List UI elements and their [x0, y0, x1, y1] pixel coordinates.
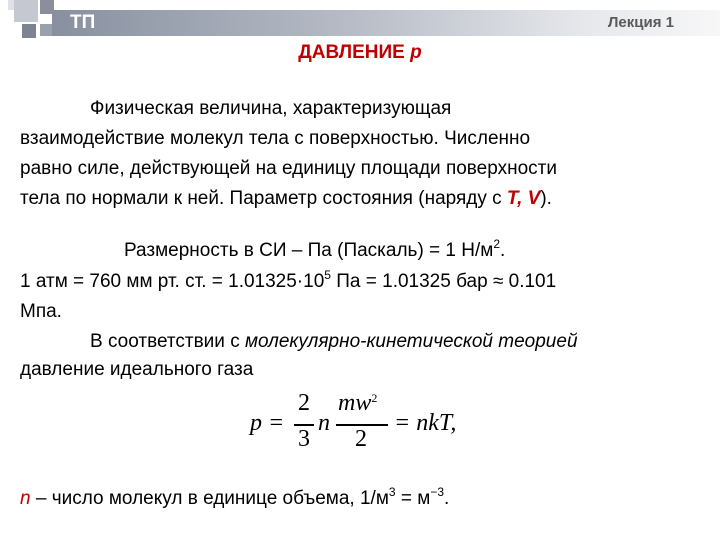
title-symbol: p [410, 42, 422, 63]
theory-line-2: давление идеального газа [20, 359, 254, 380]
definition-line-1: Физическая величина, характеризующая [90, 98, 452, 119]
formula-lhs: p = [250, 410, 285, 436]
footnote-var: n [20, 488, 31, 509]
footnote-line: n – число молекул в единице объема, $1/м^3 = м^{-3}$. [20, 485, 450, 509]
formula-den1: 3 [298, 426, 310, 452]
formula-rhs: = nkT, [394, 410, 457, 436]
theory-line-1: В соответствии с молекулярно-кинетической теорией [90, 331, 578, 352]
formula-den2: 2 [355, 426, 367, 452]
formula-num1: 2 [298, 390, 310, 416]
slide-title: ДАВЛЕНИЕ p [298, 42, 422, 63]
lecture-label: Лекция 1 [607, 14, 674, 31]
decor-square [40, 24, 52, 36]
atm-conversion-line-2: Мпа. [20, 301, 62, 322]
definition-line-3: равно силе, действующей на единицу площади поверхности [20, 158, 557, 179]
decor-square [14, 0, 38, 22]
atm-conversion-line: 1 атм = 760 мм рт. ст. = $1.01325\cdot 10^5$ Па = 1.01325 бар ≈ 0.101 [20, 268, 557, 292]
decor-square [40, 0, 54, 14]
course-abbrev: ТП [70, 12, 96, 33]
theory-italic: молекулярно-кинетической теорией [244, 331, 578, 352]
state-vars: T, V [506, 188, 541, 209]
definition-line-4: тела по нормали к ней. Параметр состояния (наряду с T, V). [20, 188, 552, 209]
definition-line-2: взаимодействие молекул тела с поверхностью. Численно [20, 128, 531, 149]
formula-num2: $mw^2$ [338, 390, 378, 416]
si-units-line: Размерность в СИ – Па (Паскаль) = 1 $Н/м^2$. [124, 237, 506, 261]
pressure-formula [250, 390, 490, 460]
decor-square [22, 24, 36, 38]
formula-n: n [318, 410, 330, 436]
